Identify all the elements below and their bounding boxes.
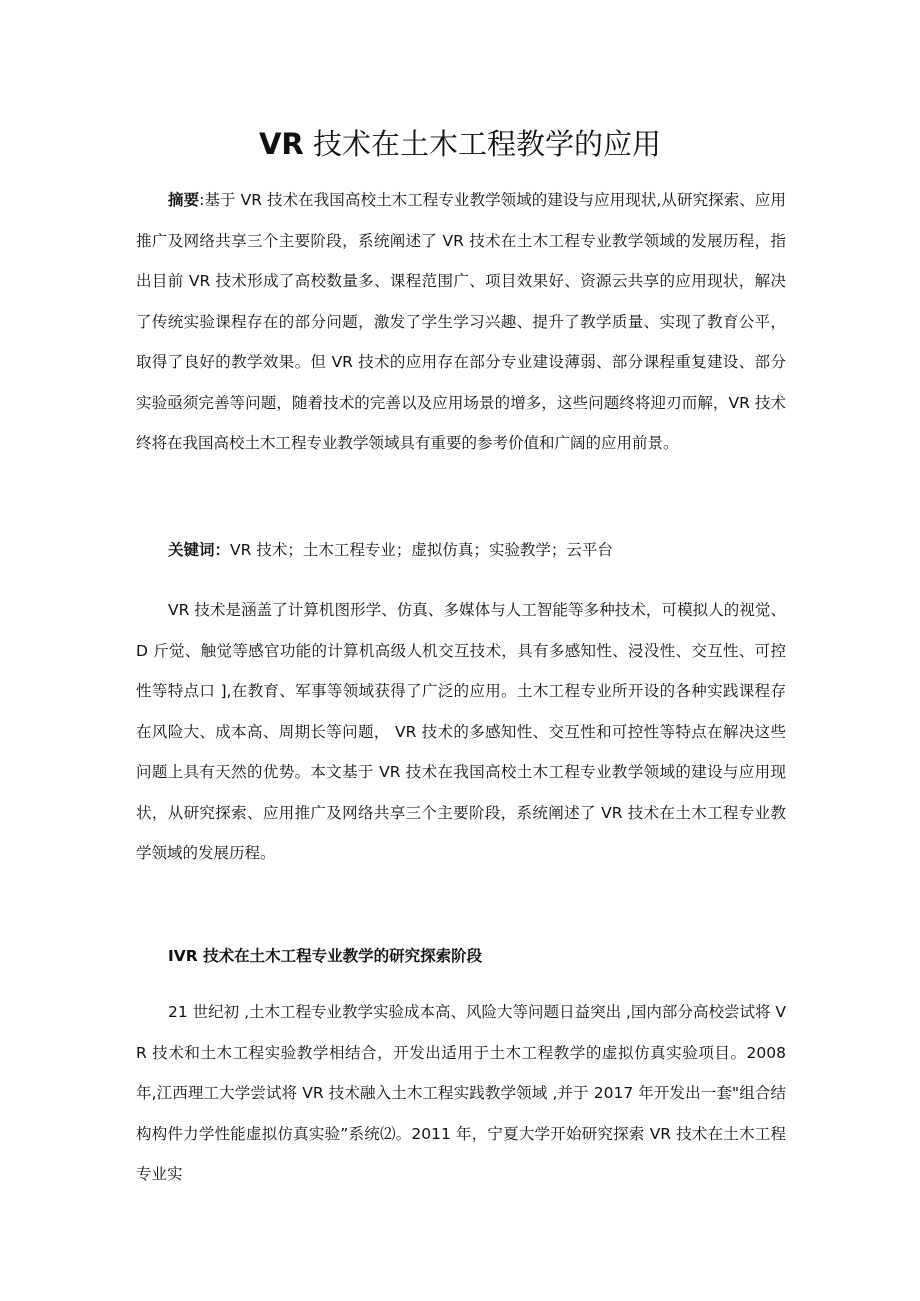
keywords-paragraph — [136, 530, 786, 571]
intro-paragraph: VR 技术是涵盖了计算机图形学、仿真、多媒体与人工智能等多种技术，可模拟人的视觉、D 斤觉、触觉等感官功能的计算机高级人机交互技术，具有多感知性、浸没性、交互性、可控性等特点口 ],在教育、军事等领域获得了广泛的应用。土木工程专业所开设的各种实践课程存在风险大、成本高、周期长等问题， VR 技术的多感知性、交互性和可控性等特点在解决这些问题上具有天然的优势。本文基于 VR 技术在我国高校土木工程专业教学领域的建设与应用现状，从研究探索、应用推广及网络共享三个主要阶段，系统阐述了 VR 技术在土木工程专业教学领域的发展历程。 — [136, 601, 786, 862]
abstract-paragraph — [136, 180, 786, 464]
keywords-text: VR 技术；土木工程专业；虚拟仿真；实验教学；云平台 — [230, 541, 613, 559]
page-title — [0, 124, 920, 164]
section-body-paragraph: 21 世纪初 ,土木工程专业教学实验成本高、风险大等问题日益突出 ,国内部分高校尝试将 VR 技术和土木工程实验教学相结合，开发出适用于土木工程教学的虚拟仿真实验项目。2008 年,江西理工大学尝试将 VR 技术融入土木工程实践教学领域 ,并于 2017 年开发出一套"组合结构构件力学性能虚拟仿真实验”系统⑵。2011 年，宁夏大学开始研究探索 VR 技术在土木工程专业实 — [136, 1003, 786, 1183]
title-rest: 技术在土木工程教学的应用 — [312, 127, 661, 161]
title-vr: VR — [258, 127, 304, 161]
abstract-text: :基于 VR 技术在我国高校土木工程专业教学领域的建设与应用现状,从研究探索、应用推广及网络共享三个主要阶段，系统阐述了 VR 技术在土木工程专业教学领域的发展历程，指出目前 VR 技术形成了高校数量多、课程范围广、项目效果好、资源云共享的应用现状，解决了传统实验课程存在的部分问题，激发了学生学习兴趣、提升了教学质量、实现了教育公平，取得了良好的教学效果。但 VR 技术的应用存在部分专业建设薄弱、部分课程重复建设、部分实验亟须完善等问题，随着技术的完善以及应用场景的增多，这些问题终将迎刃而解，VR 技术终将在我国高校土木工程专业教学领域具有重要的参考价值和广阔的应用前景。 — [136, 191, 786, 452]
abstract-label: 摘要 — [168, 191, 200, 209]
keywords-label: 关键词： — [168, 541, 231, 559]
section-heading: IVR 技术在土木工程专业教学的研究探索阶段 — [168, 947, 483, 965]
